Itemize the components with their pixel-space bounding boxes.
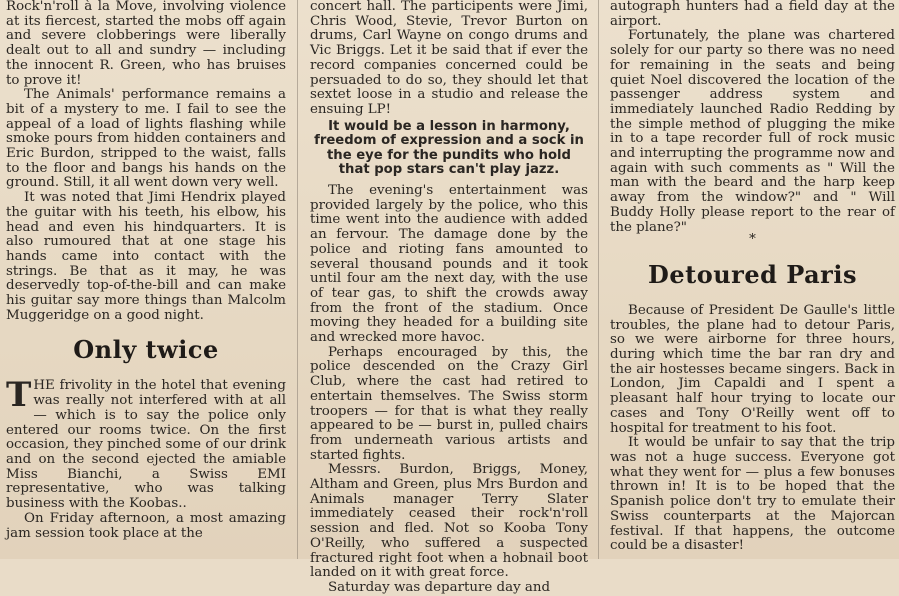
paragraph: Perhaps encouraged by this, the police descended on the Crazy Girl Club, where the cast had retired to entertain themselves. The Swiss storm troopers — for that is what they really appeared to be — burst in, pulled chairs from underneath various artists and started fights.	[310, 344, 588, 463]
asterisk-divider: *	[749, 232, 756, 248]
paragraph: concert hall. The participents were Jimi, Chris Wood, Stevie, Trevor Burton on drums, Carl Wayne on congo drums and Vic Briggs. Let it be said that if ever the record companies concerned could be persuaded to do so, they should let that sextet loose in a studio and release the ensuing LP!	[310, 0, 588, 117]
column-rule	[297, 0, 298, 559]
paragraph: It was noted that Jimi Hendrix played the guitar with his teeth, his elbow, his head and even his hindquarters. It is also rumoured that at one stage his hands came into contact with the strings. Be that as it may, he was deservedly top-of-the-bill and can make his guitar say more things than Malcolm Muggeridge on a good night.	[6, 190, 286, 323]
column-1	[6, 0, 286, 559]
section-heading-detoured-paris: Detoured Paris	[648, 259, 857, 289]
paragraph: Because of President De Gaulle's little troubles, the plane had to detour Paris, so we were airborne for three hours, during which time the bar ran dry and the air hostesses became singers. Back in London, Jim Capaldi and I spent a pleasant half hour trying to locate our cases and Tony O'Reilly went off to hospital for treatment to his foot.	[610, 302, 895, 436]
section-heading-only-twice: Only twice	[73, 335, 219, 365]
paragraph: autograph hunters had a field day at the airport.	[610, 0, 895, 29]
drop-cap: T	[6, 375, 32, 416]
paragraph: It would be unfair to say that the trip was not a huge success. Everyone got what they went for — plus a few bonuses thrown in! It is to be hoped that the Spanish police don't try to emulate their Swiss counterparts at the Majorcan festival. If that happens, the outcome could be a disaster!	[610, 435, 895, 554]
column-3	[610, 0, 895, 559]
paragraph-text: HE frivolity in the hotel that evening was really not interfered with at all — which is to say the police only entered our rooms twice. On the first occasion, they pinched some of our drink and on the second ejected the amiable Miss Bianchi, a Swiss EMI representative, who was talking business with the Koobas..	[6, 378, 286, 512]
column-rule	[598, 0, 599, 559]
paragraph: On Friday afternoon, a most amazing jam session took place at the	[6, 510, 286, 541]
paragraph: Messrs. Burdon, Briggs, Money, Altham and Green, plus Mrs Burdon and Animals manager Terry Slater immediately ceased their rock'n'roll session and fled. Not so Kooba Tony O'Reilly, who suffered a suspected fractured right foot when a hobnail boot landed on it with great force.	[310, 462, 588, 581]
paragraph: Saturday was departure day and	[328, 579, 551, 595]
pull-quote: It would be a lesson in harmony, freedom of expression and a sock in the eye for the pundits who hold that pop stars can't play jazz.	[314, 118, 584, 178]
paragraph: Rock'n'roll à la Move, involving violence at its fiercest, started the mobs off again and severe clobberings were liberally dealt out to all and sundry — including the innocent R. Green, who has bruises to prove it!	[6, 0, 286, 88]
paragraph: The evening's entertainment was provided largely by the police, who this time went into the audience with added an fervour. The damage done by the police and rioting fans amounted to several thousand pounds and it took until four am the next day, with the use of tear gas, to shift the crowds away from the front of the stadium. Once moving they headed for a building site and wrecked more havoc.	[310, 183, 588, 346]
paragraph: The Animals' performance remains a bit of a mystery to me. I fail to see the appeal of a load of lights flashing while smoke pours from hidden containers and Eric Burdon, stripped to the waist, falls to the floor and bangs his hands on the ground. Still, it all went down very well.	[6, 87, 286, 191]
paragraph: Fortunately, the plane was chartered solely for our party so there was no need for remaining in the seats and being quiet Noel discovered the location of the passenger address system and immediately launched Radio Redding by the simple method of plugging the mike in to a tape recorder full of rock music and interrupting the programme now and again with such comments as " Will the man with the beard and the harp keep away from the window?" and " Will Buddy Holly please report to the rear of the plane?"	[610, 28, 895, 235]
paragraph-with-dropcap	[6, 375, 286, 512]
column-2	[310, 0, 588, 595]
